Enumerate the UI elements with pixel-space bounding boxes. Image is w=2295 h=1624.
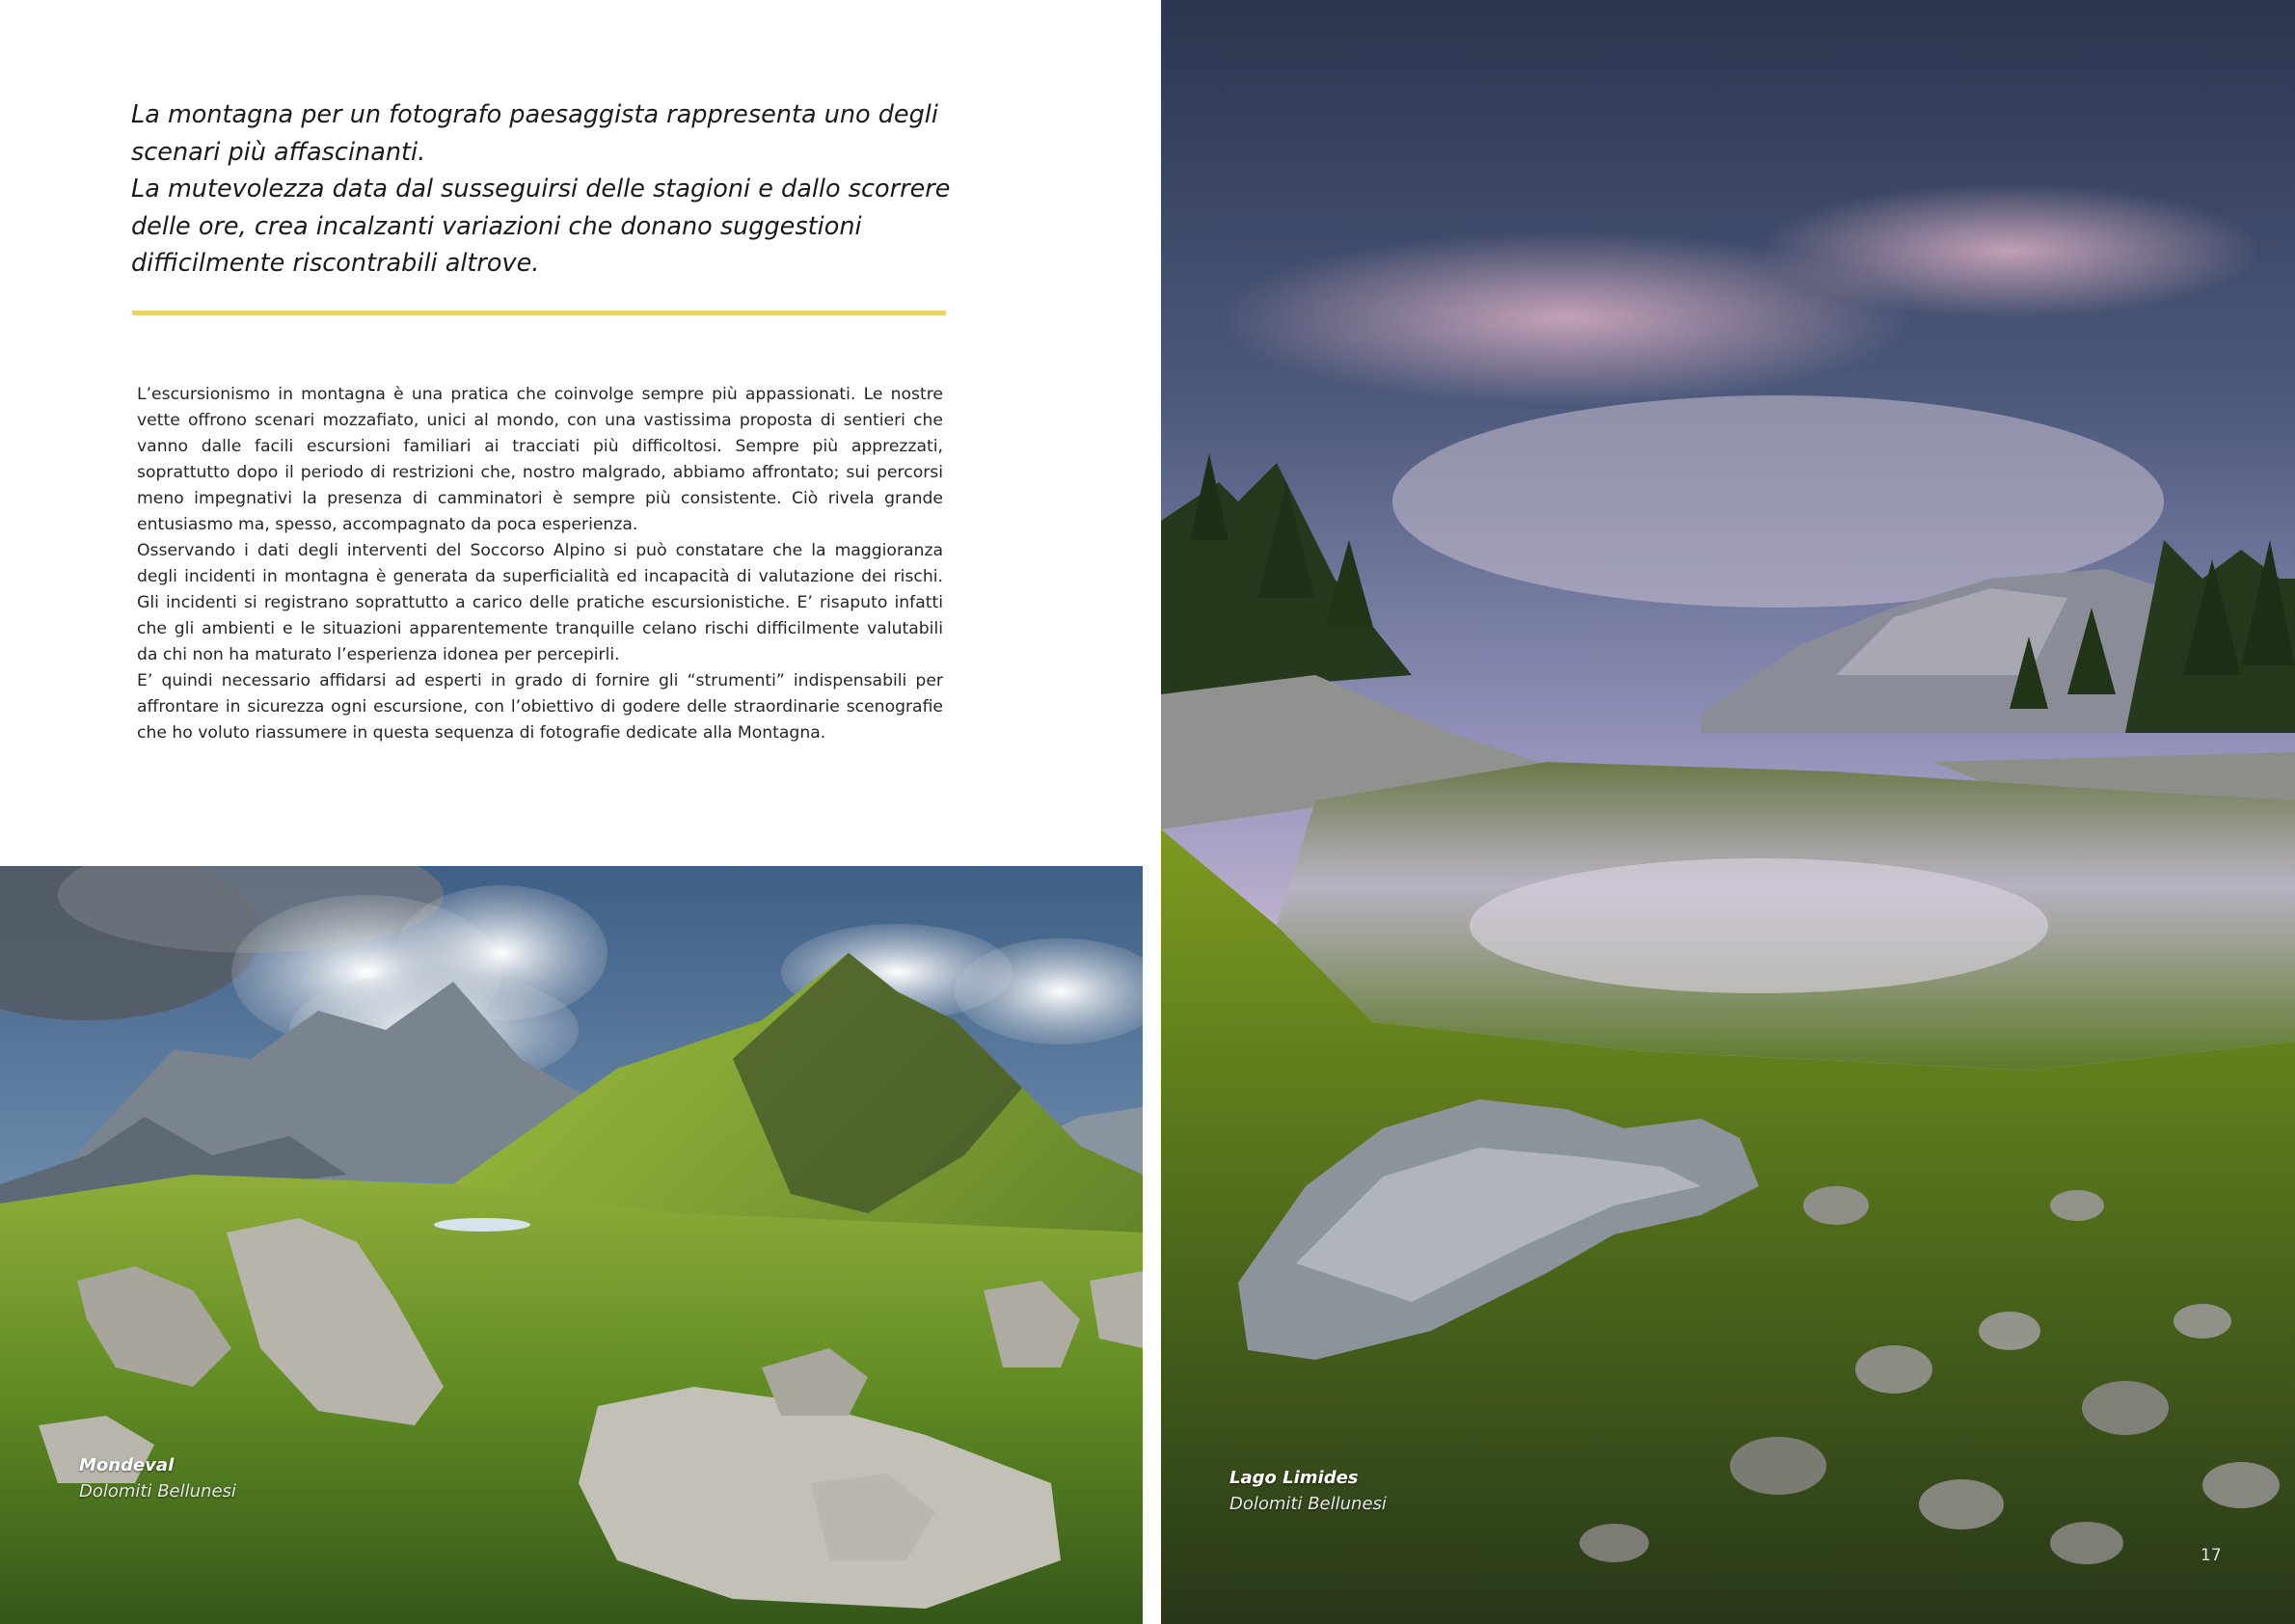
body-paragraph-3: E’ quindi necessario affidarsi ad esperti in grado di fornire gli “strumenti” indispensabili per affrontare in sicurezza ogni escursione, con l’obiettivo di godere delle straordinarie scenografie che ho voluto riassumere in questa sequenza di fotografie dedicate alla Montagna. — [137, 671, 943, 743]
caption-mondeval — [79, 1452, 236, 1504]
accent-divider — [132, 311, 946, 315]
lago-limides-landscape-image — [1161, 0, 2295, 1624]
body-paragraph-1: L’escursionismo in montagna è una pratica che coinvolge sempre più appassionati. Le nostre vette offrono scenari mozzafiato, unici al mondo, con una vastissima proposta di sentieri che vanno dalle facili escursioni familiari ai tracciati più difficoltosi. Sempre più apprezzati, soprattutto dopo il periodo di restrizioni che, nostro malgrado, abbiamo affrontato; sui percorsi meno impegnativi la presenza di camminatori è sempre più consistente. Ciò rivela grande entusiasmo ma, spesso, accompagnato da poca esperienza. — [137, 385, 943, 534]
intro-line: difficilmente riscontrabili altrove. — [131, 249, 540, 278]
page-number: 17 — [2200, 1546, 2222, 1565]
caption-region: Dolomiti Bellunesi — [1229, 1494, 1387, 1514]
body-text — [137, 382, 943, 746]
intro-paragraph-2 — [131, 171, 960, 283]
intro-text — [131, 96, 960, 283]
caption-lago-limides — [1229, 1465, 1387, 1517]
intro-line: scenari più affascinanti. — [131, 137, 426, 167]
mondeval-landscape-image — [0, 866, 1143, 1624]
intro-line: delle ore, crea incalzanti variazioni che donano suggestioni — [131, 211, 862, 241]
caption-region: Dolomiti Bellunesi — [79, 1481, 236, 1502]
intro-paragraph-1 — [131, 96, 960, 171]
caption-place: Mondeval — [79, 1455, 175, 1475]
photo-mondeval — [0, 866, 1143, 1624]
photo-lago-limides — [1161, 0, 2295, 1624]
body-paragraph-2: Osservando i dati degli interventi del Soccorso Alpino si può constatare che la maggioranza degli incidenti in montagna è generata da superficialità ed incapacità di valutazione dei rischi. Gli incidenti si registrano soprattutto a carico delle pratiche escursionistiche. E’ risaputo infatti che gli ambienti e le situazioni apparentemente tranquille celano rischi difficilmente valutabili da chi non ha maturato l’esperienza idonea per percepirli. — [137, 541, 943, 664]
intro-line: La mutevolezza data dal susseguirsi delle stagioni e dallo scorrere — [131, 175, 951, 203]
caption-place: Lago Limides — [1229, 1468, 1359, 1488]
intro-line: La montagna per un fotografo paesaggista rappresenta uno degli — [131, 100, 938, 129]
